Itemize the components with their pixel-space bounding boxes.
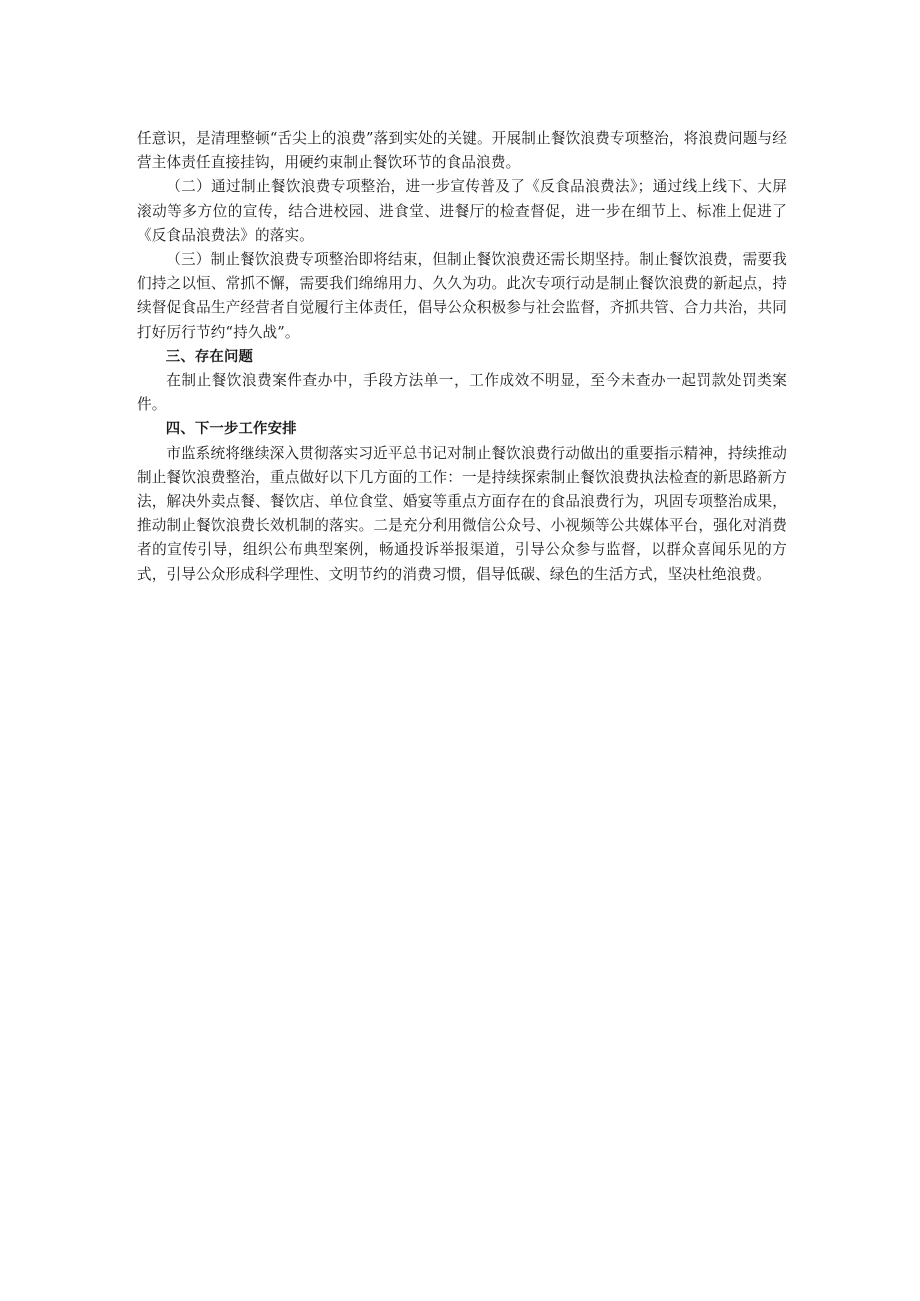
paragraph-next-steps: 市监系统将继续深入贯彻落实习近平总书记对制止餐饮浪费行动做出的重要指示精神，持续推动制止餐饮浪费整治，重点做好以下几方面的工作：一是持续探索制止餐饮浪费执法检查的新思路新方法，解决外卖点餐、餐饮店、单位食堂、婚宴等重点方面存在的食品浪费行为，巩固专项整治成果，推动制止餐饮浪费长效机制的落实。二是充分利用微信公众号、小视频等公共媒体平台，强化对消费者的宣传引导，组织公布典型案例，畅通投诉举报渠道，引导公众参与监督，以群众喜闻乐见的方式，引导公众形成科学理性、文明节约的消费习惯，倡导低碳、绿色的生活方式，坚决杜绝浪费。 (137, 444, 787, 583)
paragraph-point-three: （三）制止餐饮浪费专项整治即将结束，但制止餐饮浪费还需长期坚持。制止餐饮浪费，需要我们持之以恒、常抓不懈，需要我们绵绵用力、久久为功。此次专项行动是制止餐饮浪费的新起点，持续督促食品生产经营者自觉履行主体责任，倡导公众积极参与社会监督，齐抓共管、合力共治，共同打好厉行节约“持久战”。 (137, 251, 787, 341)
section-heading-next-steps: 四、下一步工作安排 (165, 421, 297, 438)
paragraph-point-two: （二）通过制止餐饮浪费专项整治，进一步宣传普及了《反食品浪费法》；通过线上线下、大屏滚动等多方位的宣传，结合进校园、进食堂、进餐厅的检查督促，进一步在细节上、标准上促进了《反食品浪费法》的落实。 (137, 178, 787, 244)
paragraph-existing-problems: 在制止餐饮浪费案件查办中，手段方法单一，工作成效不明显，至今未查办一起罚款处罚类案件。 (137, 372, 787, 414)
document-body (137, 127, 787, 587)
paragraph-continued: 任意识，是清理整顿“舌尖上的浪费”落到实处的关键。开展制止餐饮浪费专项整治，将浪费问题与经营主体责任直接挂钩，用硬约束制止餐饮环节的食品浪费。 (137, 130, 787, 172)
section-heading-existing-problems: 三、存在问题 (165, 348, 254, 365)
